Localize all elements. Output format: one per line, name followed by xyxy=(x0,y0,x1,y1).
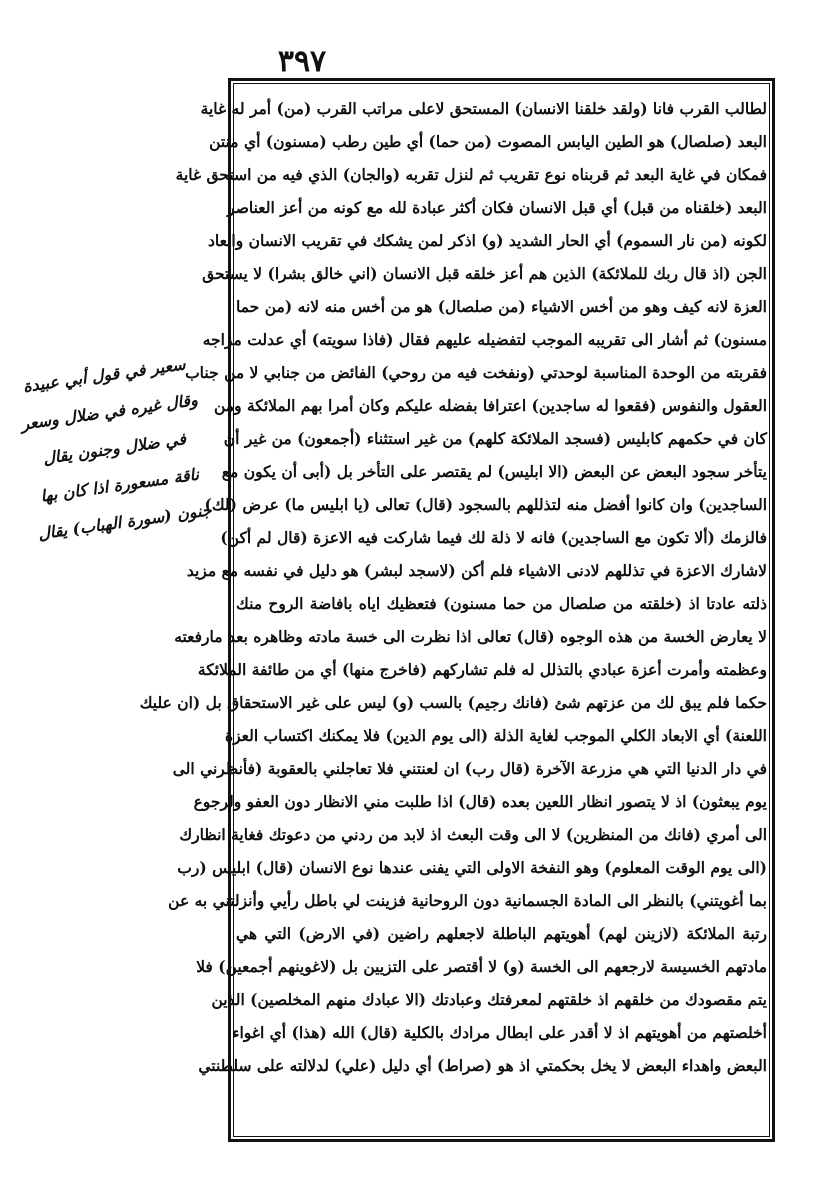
margin-note-line: سعير في قول أبي عبيدة xyxy=(21,354,187,397)
margin-note-line: وقال غيره في ضلال وسعر xyxy=(19,390,199,434)
margin-note-line: في ضلال وجنون يقال xyxy=(41,429,188,468)
text-line: حكما فلم يبق لك من عزتهم شئ (فانك رجيم) بالسب (و) ليس على غير الاستحقاق بل (ان عليك xyxy=(139,693,767,712)
text-line: البعد (صلصال) هو الطين اليابس المصوت (من حما) أي طين رطب (مسنون) أي منتن xyxy=(209,132,767,151)
text-line: مادتهم الخسيسة لارجعهم الى الخسة (و) لا أقتصر على التزيين بل (لاغوينهم أجمعين) فلا xyxy=(196,957,767,976)
text-line: فالزمك (ألا تكون مع الساجدين) فانه لا ذلة لك فيما شاركت فيه الاعزة (قال لم أكن) xyxy=(220,528,767,547)
text-line: يوم يبعثون) اذ لا يتصور انظار اللعين بعده (قال) اذا طلبت مني الانظار دون العفو ولرجوع xyxy=(193,792,767,811)
text-line: ذلته عادتا اذ (خلقته من صلصال من حما مسنون) فتعظيك اياه بافاضة الروح منك xyxy=(236,594,767,613)
text-line: رتبة الملائكة (لازينن لهم) أهويتهم الباطلة لاجعلهم راضين (في الارض) التي هي xyxy=(236,924,767,943)
text-line: يتم مقصودك من خلقهم اذ خلقتهم لمعرفتك وعبادتك (الا عبادك منهم المخلصين) الذين xyxy=(211,990,767,1009)
text-line: فمكان في غاية البعد ثم قربناه نوع تقريب ثم لنزل تقربه (والجان) الذي فيه من استحق غاية xyxy=(175,165,767,184)
text-line: العقول والنفوس (فقعوا له ساجدين) اعترافا بفضله عليكم وكان أمرا بهم الملائكة ومن xyxy=(213,396,767,415)
page-number: ٣٩٧ xyxy=(277,44,327,79)
text-line: لاشارك الاعزة في تذللهم لادنى الاشياء فلم أكن (لاسجد لبشر) هو دليل في نفسه مع مزيد xyxy=(186,561,767,580)
margin-note xyxy=(0,343,229,555)
text-line: أخلصتهم من أهويتهم اذ لا أقدر على ابطال مرادك بالكلية (قال) الله (هذا) أي اغواء xyxy=(232,1023,767,1042)
text-line: فقربته من الوحدة المناسبة لوحدتي (ونفخت فيه من روحي) الفائض من جنابي لا من جناب xyxy=(185,363,767,382)
text-line: مسنون) ثم أشار الى تقريبه الموجب لتفضيله عليهم فقال (فاذا سويته) أي عدلت مزاجه xyxy=(202,330,767,349)
text-line: الى أمري (فانك من المنظرين) لا الى وقت البعث اذ لابد من ردني من دعوتك فغاية انظارك xyxy=(179,825,767,844)
text-line: الجن (اذ قال ربك للملائكة) الذين هم أعز خلقه قبل الانسان (اني خالق بشرا) لا يستحق xyxy=(202,264,767,283)
text-line: العزة لانه كيف وهو من أخس الاشياء (من صلصال) هو من أخس منه لانه (من حما xyxy=(236,297,767,316)
text-line: يتأخر سجود البعض عن البعض (الا ابليس) لم يقتصر على التأخر بل (أبى أن يكون مع xyxy=(221,462,767,481)
text-line: في دار الدنيا التي هي مزرعة الآخرة (قال رب) ان لعنتني فلا تعاجلني بالعقوبة (فأنظرني الى xyxy=(172,759,767,778)
margin-note-line: جنون (سورة الهباب) يقال xyxy=(36,500,213,544)
text-line: لكونه (من نار السموم) أي الحار الشديد (و) اذكر لمن يشكك في تقريب الانسان وابعاد xyxy=(207,231,767,250)
main-text-body xyxy=(139,92,767,1082)
text-line: (الى يوم الوقت المعلوم) وهو النفخة الاولى التي يفنى عندها نوع الانسان (قال) ابليس (رب xyxy=(177,858,767,877)
text-line: لا يعارض الخسة من هذه الوجوه (قال) تعالى اذا نظرت الى خسة مادته وظاهره بعد مارفعته xyxy=(174,627,767,646)
text-line: وعظمته وأمرت أعزة عبادي بالتذلل له فلم تشاركهم (فاخرج منها) أي من طائفة الملائكة xyxy=(197,660,767,679)
text-line: بما أغويتني) بالنظر الى المادة الجسمانية دون الروحانية فزينت لي باطل رأيي وأنزلتني به عن xyxy=(168,891,767,910)
text-line: الساجدين) وان كانوا أفضل منه لتذللهم بالسجود (قال) تعالى (يا ابليس ما) عرض (لك) xyxy=(204,495,767,514)
margin-note-line: ناقة مسعورة اذا كان بها xyxy=(39,464,201,506)
text-line: البعض واهداء البعض لا يخل بحكمتي اذ هو (صراط) أي دليل (علي) لدلالته على سلطنتي xyxy=(198,1056,767,1075)
text-line: البعد (خلقناه من قبل) أي قبل الانسان فكان أكثر عبادة لله مع كونه من أعز العناصر xyxy=(227,198,767,217)
text-line: كان في حكمهم كابليس (فسجد الملائكة كلهم) من غير استثناء (أجمعون) من غير أن xyxy=(223,429,767,448)
text-line: لطالب القرب فانا (ولقد خلقنا الانسان) المستحق لاعلى مراتب القرب (من) أمر له غاية xyxy=(200,99,767,118)
text-line: اللعنة) أي الابعاد الكلي الموجب لغاية الذلة (الى يوم الدين) فلا يمكنك اكتساب العزة xyxy=(224,726,767,745)
